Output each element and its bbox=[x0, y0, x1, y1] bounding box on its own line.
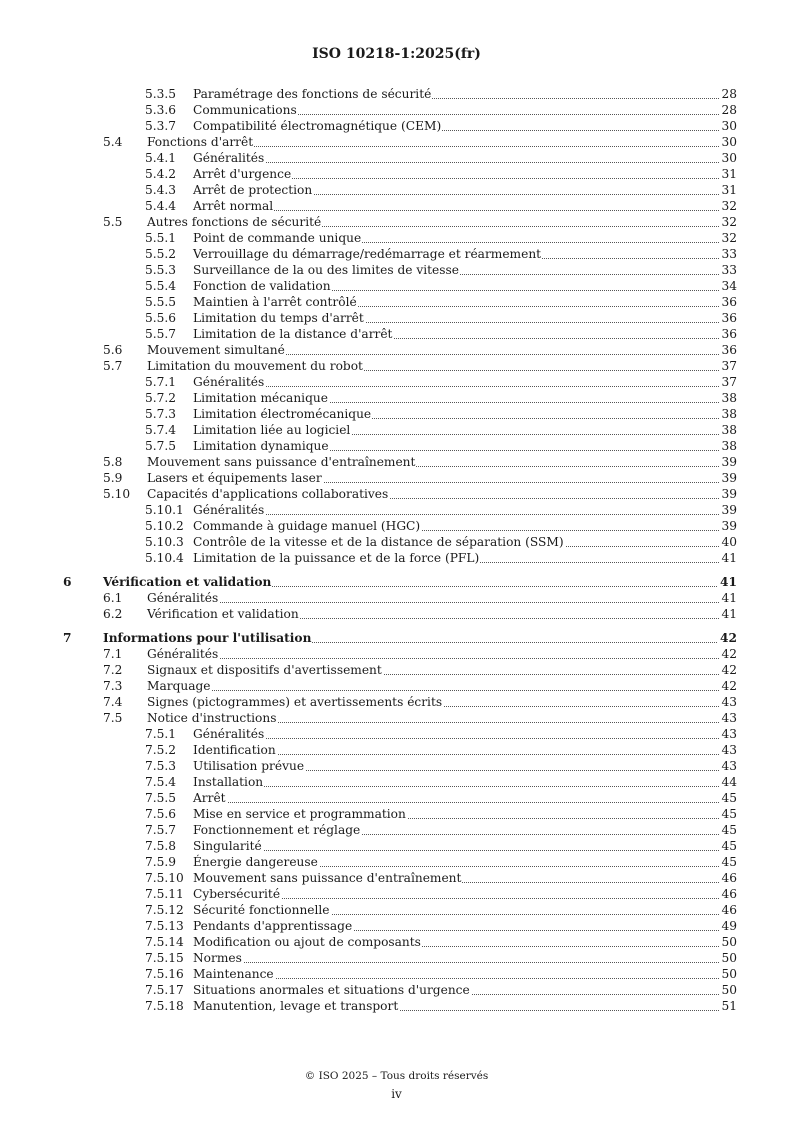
toc-entry-number: 7.5.7 bbox=[145, 823, 177, 837]
toc-entry[interactable] bbox=[0, 454, 793, 470]
toc-entry-page: 45 bbox=[721, 791, 737, 805]
toc-entry-number: 5.5.7 bbox=[145, 327, 177, 341]
toc-entry-title: Limitation de la distance d'arrêt bbox=[193, 327, 393, 341]
toc-leader-dots bbox=[193, 738, 737, 739]
toc-entry-page: 38 bbox=[721, 423, 737, 437]
toc-entry[interactable] bbox=[0, 902, 793, 918]
toc-entry[interactable] bbox=[0, 374, 793, 390]
toc-entry-page: 37 bbox=[721, 359, 737, 373]
toc-entry[interactable] bbox=[0, 406, 793, 422]
toc-entry-number: 7.5.2 bbox=[145, 743, 177, 757]
toc-entry-number: 5.10.3 bbox=[145, 535, 184, 549]
toc-entry-title: Installation bbox=[193, 775, 264, 789]
toc-entry[interactable] bbox=[0, 214, 793, 230]
toc-entry[interactable] bbox=[0, 790, 793, 806]
toc-entry-number: 7.5.12 bbox=[145, 903, 184, 917]
toc-entry-page: 45 bbox=[721, 807, 737, 821]
toc-entry-number: 5.7.5 bbox=[145, 439, 177, 453]
toc-entry-number: 7.5.3 bbox=[145, 759, 177, 773]
toc-entry-title: Limitation de la puissance et de la force (PFL) bbox=[193, 551, 480, 565]
toc-entry-number: 5.10.2 bbox=[145, 519, 184, 533]
toc-entry-title: Identification bbox=[193, 743, 276, 757]
toc-entry[interactable] bbox=[0, 574, 793, 590]
toc-entry-title: Capacités d'applications collaboratives bbox=[147, 487, 389, 501]
toc-entry-number: 7.5.10 bbox=[145, 871, 184, 885]
toc-entry-number: 7.5.1 bbox=[145, 727, 177, 741]
toc-entry-page: 41 bbox=[721, 551, 737, 565]
toc-entry-number: 7.5.18 bbox=[145, 999, 184, 1013]
toc-entry-number: 5.10 bbox=[103, 487, 131, 501]
toc-entry-number: 5.4.2 bbox=[145, 167, 177, 181]
toc-entry-page: 30 bbox=[721, 151, 737, 165]
toc-entry[interactable] bbox=[0, 886, 793, 902]
toc-entry-title: Énergie dangereuse bbox=[193, 855, 318, 869]
toc-entry-title: Informations pour l'utilisation bbox=[103, 631, 312, 645]
toc-entry-number: 5.9 bbox=[103, 471, 123, 485]
toc-entry-number: 7.4 bbox=[103, 695, 123, 709]
toc-entry-title: Limitation du mouvement du robot bbox=[147, 359, 363, 373]
toc-entry-number: 7.5.14 bbox=[145, 935, 184, 949]
toc-entry-title: Compatibilité électromagnétique (CEM) bbox=[193, 119, 442, 133]
document-header: ISO 10218-1:2025(fr) bbox=[312, 46, 481, 62]
toc-entry-title: Généralités bbox=[193, 503, 265, 517]
toc-entry-title: Contrôle de la vitesse et de la distance de séparation (SSM) bbox=[193, 535, 564, 549]
toc-entry[interactable] bbox=[0, 422, 793, 438]
toc-entry-page: 42 bbox=[721, 679, 737, 693]
toc-entry-title: Fonctionnement et réglage bbox=[193, 823, 361, 837]
toc-entry-page: 41 bbox=[721, 591, 737, 605]
toc-entry-number: 5.10.1 bbox=[145, 503, 184, 517]
toc-entry-page: 50 bbox=[721, 935, 737, 949]
toc-entry-page: 44 bbox=[721, 775, 737, 789]
toc-entry-title: Cybersécurité bbox=[193, 887, 281, 901]
toc-entry-title: Généralités bbox=[193, 151, 265, 165]
toc-entry-number: 5.5.4 bbox=[145, 279, 177, 293]
toc-entry-page: 43 bbox=[721, 695, 737, 709]
toc-entry-title: Modification ou ajout de composants bbox=[193, 935, 421, 949]
toc-entry-number: 5.3.7 bbox=[145, 119, 177, 133]
toc-entry[interactable] bbox=[0, 502, 793, 518]
toc-entry[interactable] bbox=[0, 182, 793, 198]
toc-entry-number: 7.5.17 bbox=[145, 983, 184, 997]
toc-entry-page: 49 bbox=[721, 919, 737, 933]
toc-entry[interactable] bbox=[0, 86, 793, 102]
toc-entry-number: 7.5.16 bbox=[145, 967, 184, 981]
toc-entry[interactable] bbox=[0, 966, 793, 982]
table-of-contents bbox=[0, 86, 793, 1014]
toc-entry[interactable] bbox=[0, 854, 793, 870]
toc-entry-number: 7.5 bbox=[103, 711, 123, 725]
toc-entry-number: 5.4.4 bbox=[145, 199, 177, 213]
toc-entry-title: Surveillance de la ou des limites de vitesse bbox=[193, 263, 459, 277]
toc-entry-number: 5.8 bbox=[103, 455, 123, 469]
toc-entry[interactable] bbox=[0, 262, 793, 278]
toc-entry[interactable] bbox=[0, 694, 793, 710]
toc-entry-number: 7 bbox=[63, 631, 72, 645]
toc-entry-page: 45 bbox=[721, 855, 737, 869]
toc-entry[interactable] bbox=[0, 550, 793, 566]
toc-entry-page: 51 bbox=[721, 999, 737, 1013]
toc-entry-title: Généralités bbox=[147, 591, 219, 605]
toc-entry-page: 30 bbox=[721, 119, 737, 133]
toc-entry-title: Notice d'instructions bbox=[147, 711, 277, 725]
toc-entry-number: 5.7.3 bbox=[145, 407, 177, 421]
toc-entry-number: 7.3 bbox=[103, 679, 123, 693]
toc-entry-page: 42 bbox=[721, 647, 737, 661]
toc-entry-title: Généralités bbox=[147, 647, 219, 661]
toc-leader-dots bbox=[193, 962, 737, 963]
toc-entry-page: 32 bbox=[721, 215, 737, 229]
toc-entry-page: 40 bbox=[721, 535, 737, 549]
toc-gap bbox=[0, 622, 793, 630]
toc-entry-page: 36 bbox=[721, 343, 737, 357]
toc-entry-title: Signaux et dispositifs d'avertissement bbox=[147, 663, 382, 677]
toc-entry[interactable] bbox=[0, 662, 793, 678]
toc-entry-page: 41 bbox=[721, 607, 737, 621]
toc-entry-number: 7.2 bbox=[103, 663, 123, 677]
toc-leader-dots bbox=[193, 850, 737, 851]
toc-leader-dots bbox=[193, 386, 737, 387]
toc-entry-number: 7.5.13 bbox=[145, 919, 184, 933]
toc-entry-title: Singularité bbox=[193, 839, 262, 853]
toc-entry[interactable] bbox=[0, 630, 793, 646]
toc-entry-title: Verrouillage du démarrage/redémarrage et réarmement bbox=[193, 247, 542, 261]
toc-entry[interactable] bbox=[0, 486, 793, 502]
toc-gap bbox=[0, 566, 793, 574]
toc-entry[interactable] bbox=[0, 646, 793, 662]
toc-entry-page: 39 bbox=[721, 519, 737, 533]
toc-entry-page: 32 bbox=[721, 199, 737, 213]
toc-entry-page: 33 bbox=[721, 247, 737, 261]
toc-entry[interactable] bbox=[0, 166, 793, 182]
toc-entry-title: Généralités bbox=[193, 375, 265, 389]
toc-entry-page: 43 bbox=[721, 727, 737, 741]
page-folio: iv bbox=[391, 1087, 402, 1101]
toc-entry[interactable] bbox=[0, 230, 793, 246]
toc-entry[interactable] bbox=[0, 278, 793, 294]
toc-entry-number: 5.5.5 bbox=[145, 295, 177, 309]
toc-entry-page: 42 bbox=[720, 631, 737, 645]
toc-entry-page: 31 bbox=[721, 183, 737, 197]
toc-entry-number: 6 bbox=[63, 575, 72, 589]
toc-entry-page: 45 bbox=[721, 839, 737, 853]
toc-leader-dots bbox=[193, 786, 737, 787]
toc-entry-number: 5.3.6 bbox=[145, 103, 177, 117]
toc-entry[interactable] bbox=[0, 710, 793, 726]
toc-entry-title: Situations anormales et situations d'urgence bbox=[193, 983, 470, 997]
toc-entry-title: Pendants d'apprentissage bbox=[193, 919, 353, 933]
toc-entry-title: Manutention, levage et transport bbox=[193, 999, 399, 1013]
toc-entry-title: Lasers et équipements laser bbox=[147, 471, 322, 485]
toc-entry-page: 37 bbox=[721, 375, 737, 389]
toc-entry-title: Sécurité fonctionnelle bbox=[193, 903, 330, 917]
toc-entry-page: 28 bbox=[721, 103, 737, 117]
toc-entry[interactable] bbox=[0, 918, 793, 934]
toc-entry-page: 46 bbox=[721, 871, 737, 885]
toc-entry-page: 42 bbox=[721, 663, 737, 677]
toc-entry[interactable] bbox=[0, 150, 793, 166]
toc-entry-number: 6.2 bbox=[103, 607, 123, 621]
toc-entry-number: 5.5.1 bbox=[145, 231, 177, 245]
toc-entry-page: 32 bbox=[721, 231, 737, 245]
toc-entry-page: 39 bbox=[721, 503, 737, 517]
toc-entry-number: 5.7.1 bbox=[145, 375, 177, 389]
toc-entry-title: Arrêt bbox=[193, 791, 226, 805]
toc-entry-title: Paramétrage des fonctions de sécurité bbox=[193, 87, 432, 101]
toc-entry[interactable] bbox=[0, 742, 793, 758]
toc-entry-page: 34 bbox=[721, 279, 737, 293]
toc-entry-number: 5.3.5 bbox=[145, 87, 177, 101]
toc-entry-title: Mouvement sans puissance d'entraînement bbox=[193, 871, 462, 885]
toc-entry[interactable] bbox=[0, 678, 793, 694]
toc-entry-number: 5.6 bbox=[103, 343, 123, 357]
toc-entry[interactable] bbox=[0, 342, 793, 358]
toc-entry-title: Mouvement simultané bbox=[147, 343, 285, 357]
toc-entry-title: Arrêt de protection bbox=[193, 183, 313, 197]
toc-entry[interactable] bbox=[0, 934, 793, 950]
toc-entry-page: 50 bbox=[721, 983, 737, 997]
toc-entry-title: Vérification et validation bbox=[103, 575, 272, 589]
toc-entry[interactable] bbox=[0, 518, 793, 534]
toc-entry[interactable] bbox=[0, 998, 793, 1014]
toc-leader-dots bbox=[147, 658, 737, 659]
toc-entry-title: Communications bbox=[193, 103, 297, 117]
toc-entry-title: Fonction de validation bbox=[193, 279, 331, 293]
toc-entry[interactable] bbox=[0, 470, 793, 486]
toc-entry[interactable] bbox=[0, 982, 793, 998]
toc-leader-dots bbox=[193, 162, 737, 163]
toc-entry-page: 33 bbox=[721, 263, 737, 277]
toc-entry-page: 46 bbox=[721, 887, 737, 901]
toc-entry-page: 30 bbox=[721, 135, 737, 149]
toc-leader-dots bbox=[147, 602, 737, 603]
toc-leader-dots bbox=[147, 690, 737, 691]
toc-entry-title: Fonctions d'arrêt bbox=[147, 135, 254, 149]
toc-entry-number: 5.10.4 bbox=[145, 551, 184, 565]
toc-entry-title: Limitation liée au logiciel bbox=[193, 423, 351, 437]
toc-entry[interactable] bbox=[0, 870, 793, 886]
toc-entry[interactable] bbox=[0, 134, 793, 150]
toc-entry[interactable] bbox=[0, 310, 793, 326]
toc-entry-number: 7.5.6 bbox=[145, 807, 177, 821]
toc-leader-dots bbox=[193, 514, 737, 515]
toc-entry-number: 7.5.15 bbox=[145, 951, 184, 965]
toc-entry-number: 5.5 bbox=[103, 215, 123, 229]
toc-entry-number: 5.7 bbox=[103, 359, 123, 373]
toc-entry[interactable] bbox=[0, 102, 793, 118]
toc-entry[interactable] bbox=[0, 358, 793, 374]
toc-entry[interactable] bbox=[0, 198, 793, 214]
toc-entry-title: Utilisation prévue bbox=[193, 759, 305, 773]
toc-entry-page: 38 bbox=[721, 439, 737, 453]
toc-entry-page: 39 bbox=[721, 455, 737, 469]
toc-entry-page: 36 bbox=[721, 295, 737, 309]
toc-entry[interactable] bbox=[0, 438, 793, 454]
toc-entry-number: 5.4.1 bbox=[145, 151, 177, 165]
toc-entry-page: 39 bbox=[721, 471, 737, 485]
toc-entry-title: Autres fonctions de sécurité bbox=[147, 215, 322, 229]
toc-entry-page: 45 bbox=[721, 823, 737, 837]
toc-entry[interactable] bbox=[0, 758, 793, 774]
toc-entry-title: Limitation mécanique bbox=[193, 391, 328, 405]
toc-entry-page: 28 bbox=[721, 87, 737, 101]
toc-entry[interactable] bbox=[0, 950, 793, 966]
toc-entry[interactable] bbox=[0, 726, 793, 742]
toc-entry-page: 39 bbox=[721, 487, 737, 501]
toc-entry[interactable] bbox=[0, 822, 793, 838]
toc-entry-page: 50 bbox=[721, 951, 737, 965]
toc-entry-title: Mise en service et programmation bbox=[193, 807, 406, 821]
toc-entry-title: Mouvement sans puissance d'entraînement bbox=[147, 455, 416, 469]
toc-entry-number: 5.7.2 bbox=[145, 391, 177, 405]
toc-entry[interactable] bbox=[0, 590, 793, 606]
toc-entry[interactable] bbox=[0, 838, 793, 854]
toc-entry[interactable] bbox=[0, 294, 793, 310]
toc-entry-number: 5.4.3 bbox=[145, 183, 177, 197]
toc-entry-page: 43 bbox=[721, 743, 737, 757]
toc-entry[interactable] bbox=[0, 118, 793, 134]
toc-entry-number: 7.5.9 bbox=[145, 855, 177, 869]
toc-entry-number: 7.5.11 bbox=[145, 887, 184, 901]
toc-entry-number: 7.5.4 bbox=[145, 775, 177, 789]
toc-entry-page: 36 bbox=[721, 311, 737, 325]
toc-entry-title: Limitation du temps d'arrêt bbox=[193, 311, 364, 325]
toc-entry[interactable] bbox=[0, 390, 793, 406]
toc-entry-page: 38 bbox=[721, 391, 737, 405]
toc-entry-page: 31 bbox=[721, 167, 737, 181]
toc-entry-title: Commande à guidage manuel (HGC) bbox=[193, 519, 421, 533]
toc-entry-title: Généralités bbox=[193, 727, 265, 741]
toc-entry-page: 50 bbox=[721, 967, 737, 981]
toc-entry[interactable] bbox=[0, 534, 793, 550]
toc-entry-number: 5.5.2 bbox=[145, 247, 177, 261]
toc-entry-title: Arrêt d'urgence bbox=[193, 167, 292, 181]
toc-entry-number: 6.1 bbox=[103, 591, 123, 605]
toc-leader-dots bbox=[193, 802, 737, 803]
toc-entry-page: 38 bbox=[721, 407, 737, 421]
toc-entry-title: Limitation dynamique bbox=[193, 439, 329, 453]
toc-entry-page: 41 bbox=[720, 575, 737, 589]
toc-entry[interactable] bbox=[0, 774, 793, 790]
toc-entry-title: Maintenance bbox=[193, 967, 274, 981]
toc-entry-title: Normes bbox=[193, 951, 242, 965]
toc-entry-number: 7.5.8 bbox=[145, 839, 177, 853]
toc-leader-dots bbox=[193, 210, 737, 211]
copyright-footer: © ISO 2025 – Tous droits réservés bbox=[304, 1070, 489, 1082]
toc-entry-title: Maintien à l'arrêt contrôlé bbox=[193, 295, 357, 309]
toc-entry[interactable] bbox=[0, 606, 793, 622]
toc-entry[interactable] bbox=[0, 246, 793, 262]
toc-entry-number: 5.5.3 bbox=[145, 263, 177, 277]
toc-entry-number: 7.5.5 bbox=[145, 791, 177, 805]
toc-entry-title: Limitation électromécanique bbox=[193, 407, 372, 421]
toc-entry-number: 7.1 bbox=[103, 647, 123, 661]
toc-entry[interactable] bbox=[0, 326, 793, 342]
toc-entry-page: 36 bbox=[721, 327, 737, 341]
toc-entry-page: 46 bbox=[721, 903, 737, 917]
toc-entry-number: 5.4 bbox=[103, 135, 123, 149]
toc-entry-title: Arrêt normal bbox=[193, 199, 274, 213]
toc-entry-number: 5.5.6 bbox=[145, 311, 177, 325]
toc-entry-title: Signes (pictogrammes) et avertissements écrits bbox=[147, 695, 443, 709]
toc-entry-page: 43 bbox=[721, 711, 737, 725]
toc-entry[interactable] bbox=[0, 806, 793, 822]
toc-entry-title: Marquage bbox=[147, 679, 211, 693]
toc-entry-title: Vérification et validation bbox=[147, 607, 299, 621]
toc-entry-title: Point de commande unique bbox=[193, 231, 362, 245]
toc-entry-number: 5.7.4 bbox=[145, 423, 177, 437]
toc-entry-page: 43 bbox=[721, 759, 737, 773]
